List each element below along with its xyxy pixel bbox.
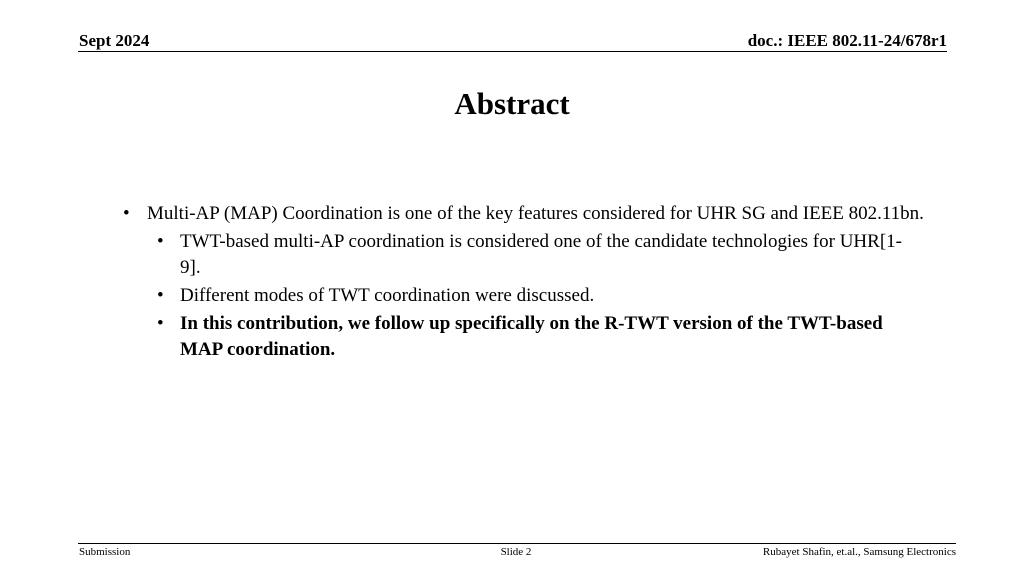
header-doc-id: doc.: IEEE 802.11-24/678r1 <box>747 31 947 50</box>
bullet-marker: • <box>123 203 130 224</box>
sub-bullet-item <box>154 229 920 281</box>
bullet-marker: • <box>157 231 164 252</box>
bullet-text: In this contribution, we follow up specifically on the R-TWT version of the TWT-based MAP coordination. <box>180 313 883 360</box>
bullet-marker: • <box>157 313 164 334</box>
bullet-text: Multi-AP (MAP) Coordination is one of the key features considered for UHR SG and IEEE 802.11bn. <box>147 203 924 224</box>
bullet-marker: • <box>157 285 164 306</box>
sub-bullet-item <box>154 311 920 363</box>
footer-divider <box>78 543 956 544</box>
footer-submission: Submission <box>79 546 131 558</box>
footer-slide-number: Slide 2 <box>500 546 532 558</box>
slide-body <box>120 201 940 365</box>
bullet-text: Different modes of TWT coordination were discussed. <box>180 285 595 306</box>
header-divider <box>78 51 947 52</box>
footer-author: Rubayet Shafin, et.al., Samsung Electronics <box>762 546 956 558</box>
sub-bullet-item <box>154 283 920 309</box>
bullet-text: TWT-based multi-AP coordination is considered one of the candidate technologies for UHR[1-9]. <box>180 231 902 278</box>
header-date: Sept 2024 <box>79 31 150 50</box>
bullet-item <box>120 201 940 227</box>
slide-title: Abstract <box>454 86 570 121</box>
